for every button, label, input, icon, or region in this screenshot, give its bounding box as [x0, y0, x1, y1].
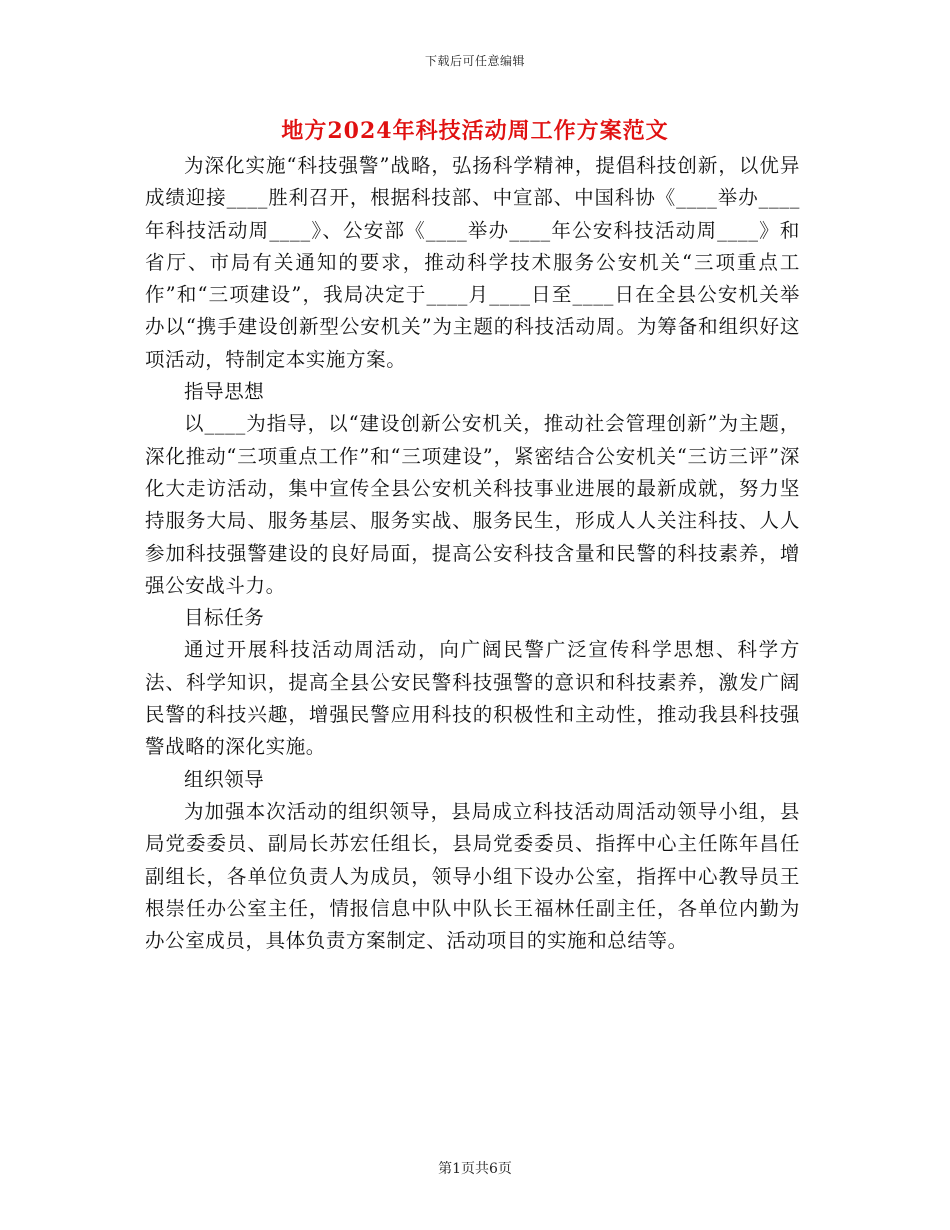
section-heading-leadership: 组织领导: [184, 767, 265, 791]
guiding-thought-paragraph: 以____为指导，以“建设创新公安机关，推动社会管理创新”为主题，深化推动“三项重点工作”和“三项建设”，紧密结合公安机关“三访三评”深化大走访活动，集中宣传全县公安机关科技事业进展的最新成就，努力坚持服务大局、服务基层、服务实战、服务民生，形成人人关注科技、人人参加科技强警建设的良好局面，提高公安科技含量和民警的科技素养，增强公安战斗力。: [145, 412, 800, 597]
leadership-paragraph: 为加强本次活动的组织领导，县局成立科技活动周活动领导小组，县局党委委员、副局长苏宏任组长，县局党委委员、指挥中心主任陈年昌任副组长，各单位负责人为成员，领导小组下设办公室，指挥中心教导员王根崇任办公室主任，情报信息中队中队长王福林任副主任，各单位内勤为办公室成员，具体负责方案制定、活动项目的实施和总结等。: [145, 799, 800, 953]
intro-paragraph: 为深化实施“科技强警”战略，弘扬科学精神，提倡科技创新，以优异成绩迎接____胜利召开，根据科技部、中宣部、中国科协《____举办____年科技活动周____》、公安部《____举办____年公安科技活动周____》和省厅、市局有关通知的要求，推动科学技术服务公安机关“三项重点工作”和“三项建设”，我局决定于____月____日至____日在全县公安机关举办以“携手建设创新型公安机关”为主题的科技活动周。为筹备和组织好这项活动，特制定本实施方案。: [145, 154, 800, 371]
section-heading-goals: 目标任务: [184, 606, 265, 630]
page-footer: 第1页共6页: [438, 1161, 512, 1177]
goals-paragraph: 通过开展科技活动周活动，向广阔民警广泛宣传科学思想、科学方法、科学知识，提高全县公安民警科技强警的意识和科技素养，激发广阔民警的科技兴趣，增强民警应用科技的积极性和主动性，推动我县科技强警战略的深化实施。: [145, 638, 800, 759]
document-body: [145, 150, 800, 957]
section-heading-guiding-thought: 指导思想: [184, 380, 265, 404]
header-note: 下载后可任意编辑: [424, 54, 525, 68]
document-title: 地方2024年科技活动周工作方案范文: [281, 118, 669, 144]
